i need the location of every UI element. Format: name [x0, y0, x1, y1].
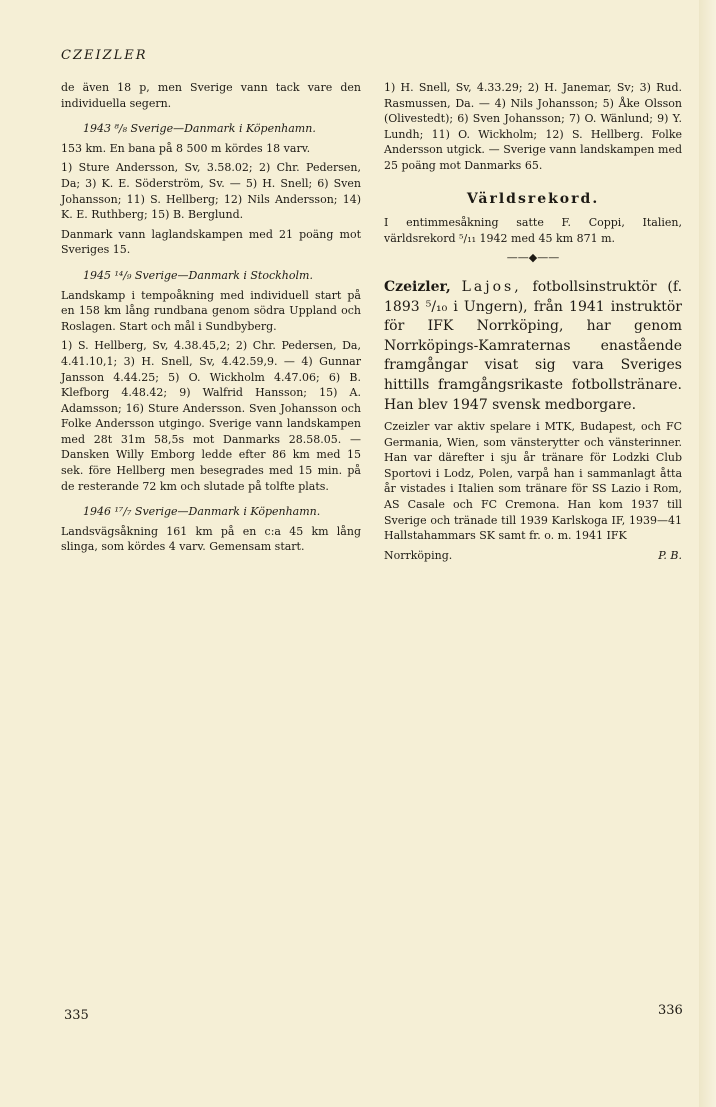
paragraph: Czeizler var aktiv spelare i MTK, Budapest, och FC Germania, Wien, som vänsterytter och vänsterinner. Han var därefter i sju år tränare för Lodzki Club Sportovi i Lodz, Polen, varpå han i sammanlagt åtta år vistades i Italien som tränare för SS Lazio i Rom, AS Casale och FC Cremona. Han kom 1937 till Sverige och tränade till 1939 Karlskoga IF, 1939—41 Hallstahammars SK samt fr. o. m. 1941 IFK: [384, 420, 682, 543]
paragraph: de även 18 p, men Sverige vann tack vare den individuella segern.: [61, 81, 361, 110]
paragraph: 1) Sture Andersson, Sv, 3.58.02; 2) Chr. Pedersen, Da; 3) K. E. Söderström, Sv. — 5) H. Snell; 6) Sven Johansson; 11) S. Hellberg; 12) Nils Andersson; 14) K. E. Ruthberg; 15) B. Berglund.: [61, 161, 361, 222]
paragraph-end: Norrköping.: [384, 548, 453, 562]
paragraph: Landsvägsåkning 161 km på en c:a 45 km lång slinga, som kördes 4 varv. Gemensam start.: [61, 524, 361, 554]
ornament-divider: ——◆——: [506, 251, 560, 265]
page-number-right: 336: [658, 1003, 683, 1018]
paragraph: 1) H. Snell, Sv, 4.33.29; 2) H. Janemar, Sv; 3) Rud. Rasmussen, Da. — 4) Nils Johansson; 5) Åke Olsson (Olivestedt); 6) Sven Johansson; 7) O. Wänlund; 9) Y. Lundh; 11) O. Wickholm; 12) S. Hellberg. Folke Andersson utgick. — Sverige vann landskampen med 25 poäng mot Danmarks 65.: [384, 81, 682, 172]
entry-given-name: Lajos,: [461, 278, 522, 295]
signature-line: [384, 548, 682, 564]
paragraph: Danmark vann laglandskampen med 21 poäng mot Sveriges 15.: [61, 227, 361, 257]
section-title: Världsrekord.: [466, 190, 600, 207]
entry-surname: Czeizler,: [384, 278, 451, 295]
race-heading: 1943 ⁸/₈ Sverige—Danmark i Köpenhamn.: [83, 122, 316, 136]
left-column: [61, 80, 361, 559]
entry-lead-text: fotbollsinstruktör (f. 1893 ⁵/₁₀ i Ungern), från 1941 instruktör för IFK Norrköping, har genom Norrköpings-Kamraternas enastående framgångar visat sig vara Sveriges hittills framgångsrikaste fotbollstränare. Han blev 1947 svensk medborgare.: [384, 278, 683, 413]
page-number-left: 335: [64, 1008, 89, 1023]
entry-lead: [384, 278, 682, 415]
race-heading: 1946 ¹⁷/₇ Sverige—Danmark i Köpenhamn.: [83, 505, 321, 519]
paragraph: 153 km. En bana på 8 500 m kördes 18 varv.: [61, 141, 311, 155]
race-heading: 1945 ¹⁴/₉ Sverige—Danmark i Stockholm.: [83, 268, 313, 282]
paragraph: Landskamp i tempoåkning med individuell start på en 158 km lång rundbana genom södra Uppland och Roslagen. Start och mål i Sundbyberg.: [61, 288, 361, 333]
paragraph: I entimmesåkning satte F. Coppi, Italien, världsrekord ⁵/₁₁ 1942 med 45 km 871 m.: [384, 216, 682, 245]
right-column: [384, 80, 682, 563]
running-head: CZEIZLER: [61, 48, 148, 63]
paragraph: 1) S. Hellberg, Sv, 4.38.45,2; 2) Chr. Pedersen, Da, 4.41.10,1; 3) H. Snell, Sv, 4.42.59,9. — 4) Gunnar Jansson 4.44.25; 5) O. Wickholm 4.47.06; 6) B. Klefborg 4.48.42; 9) Walfrid Hansson; 15) A. Adamsson; 16) Sture Andersson. Sven Johansson och Folke Andersson utgingo. Sverige vann landskampen med 28t 31m 58,5s mot Danmarks 28.58.05. — Dansken Willy Emborg ledde efter 86 km med 15 sek. före Hellberg men besegrades med 15 min. på de resterande 72 km och slutade på tolfte plats.: [61, 339, 361, 493]
page-fold: [699, 0, 716, 1107]
author-initials: P. B.: [658, 548, 682, 562]
